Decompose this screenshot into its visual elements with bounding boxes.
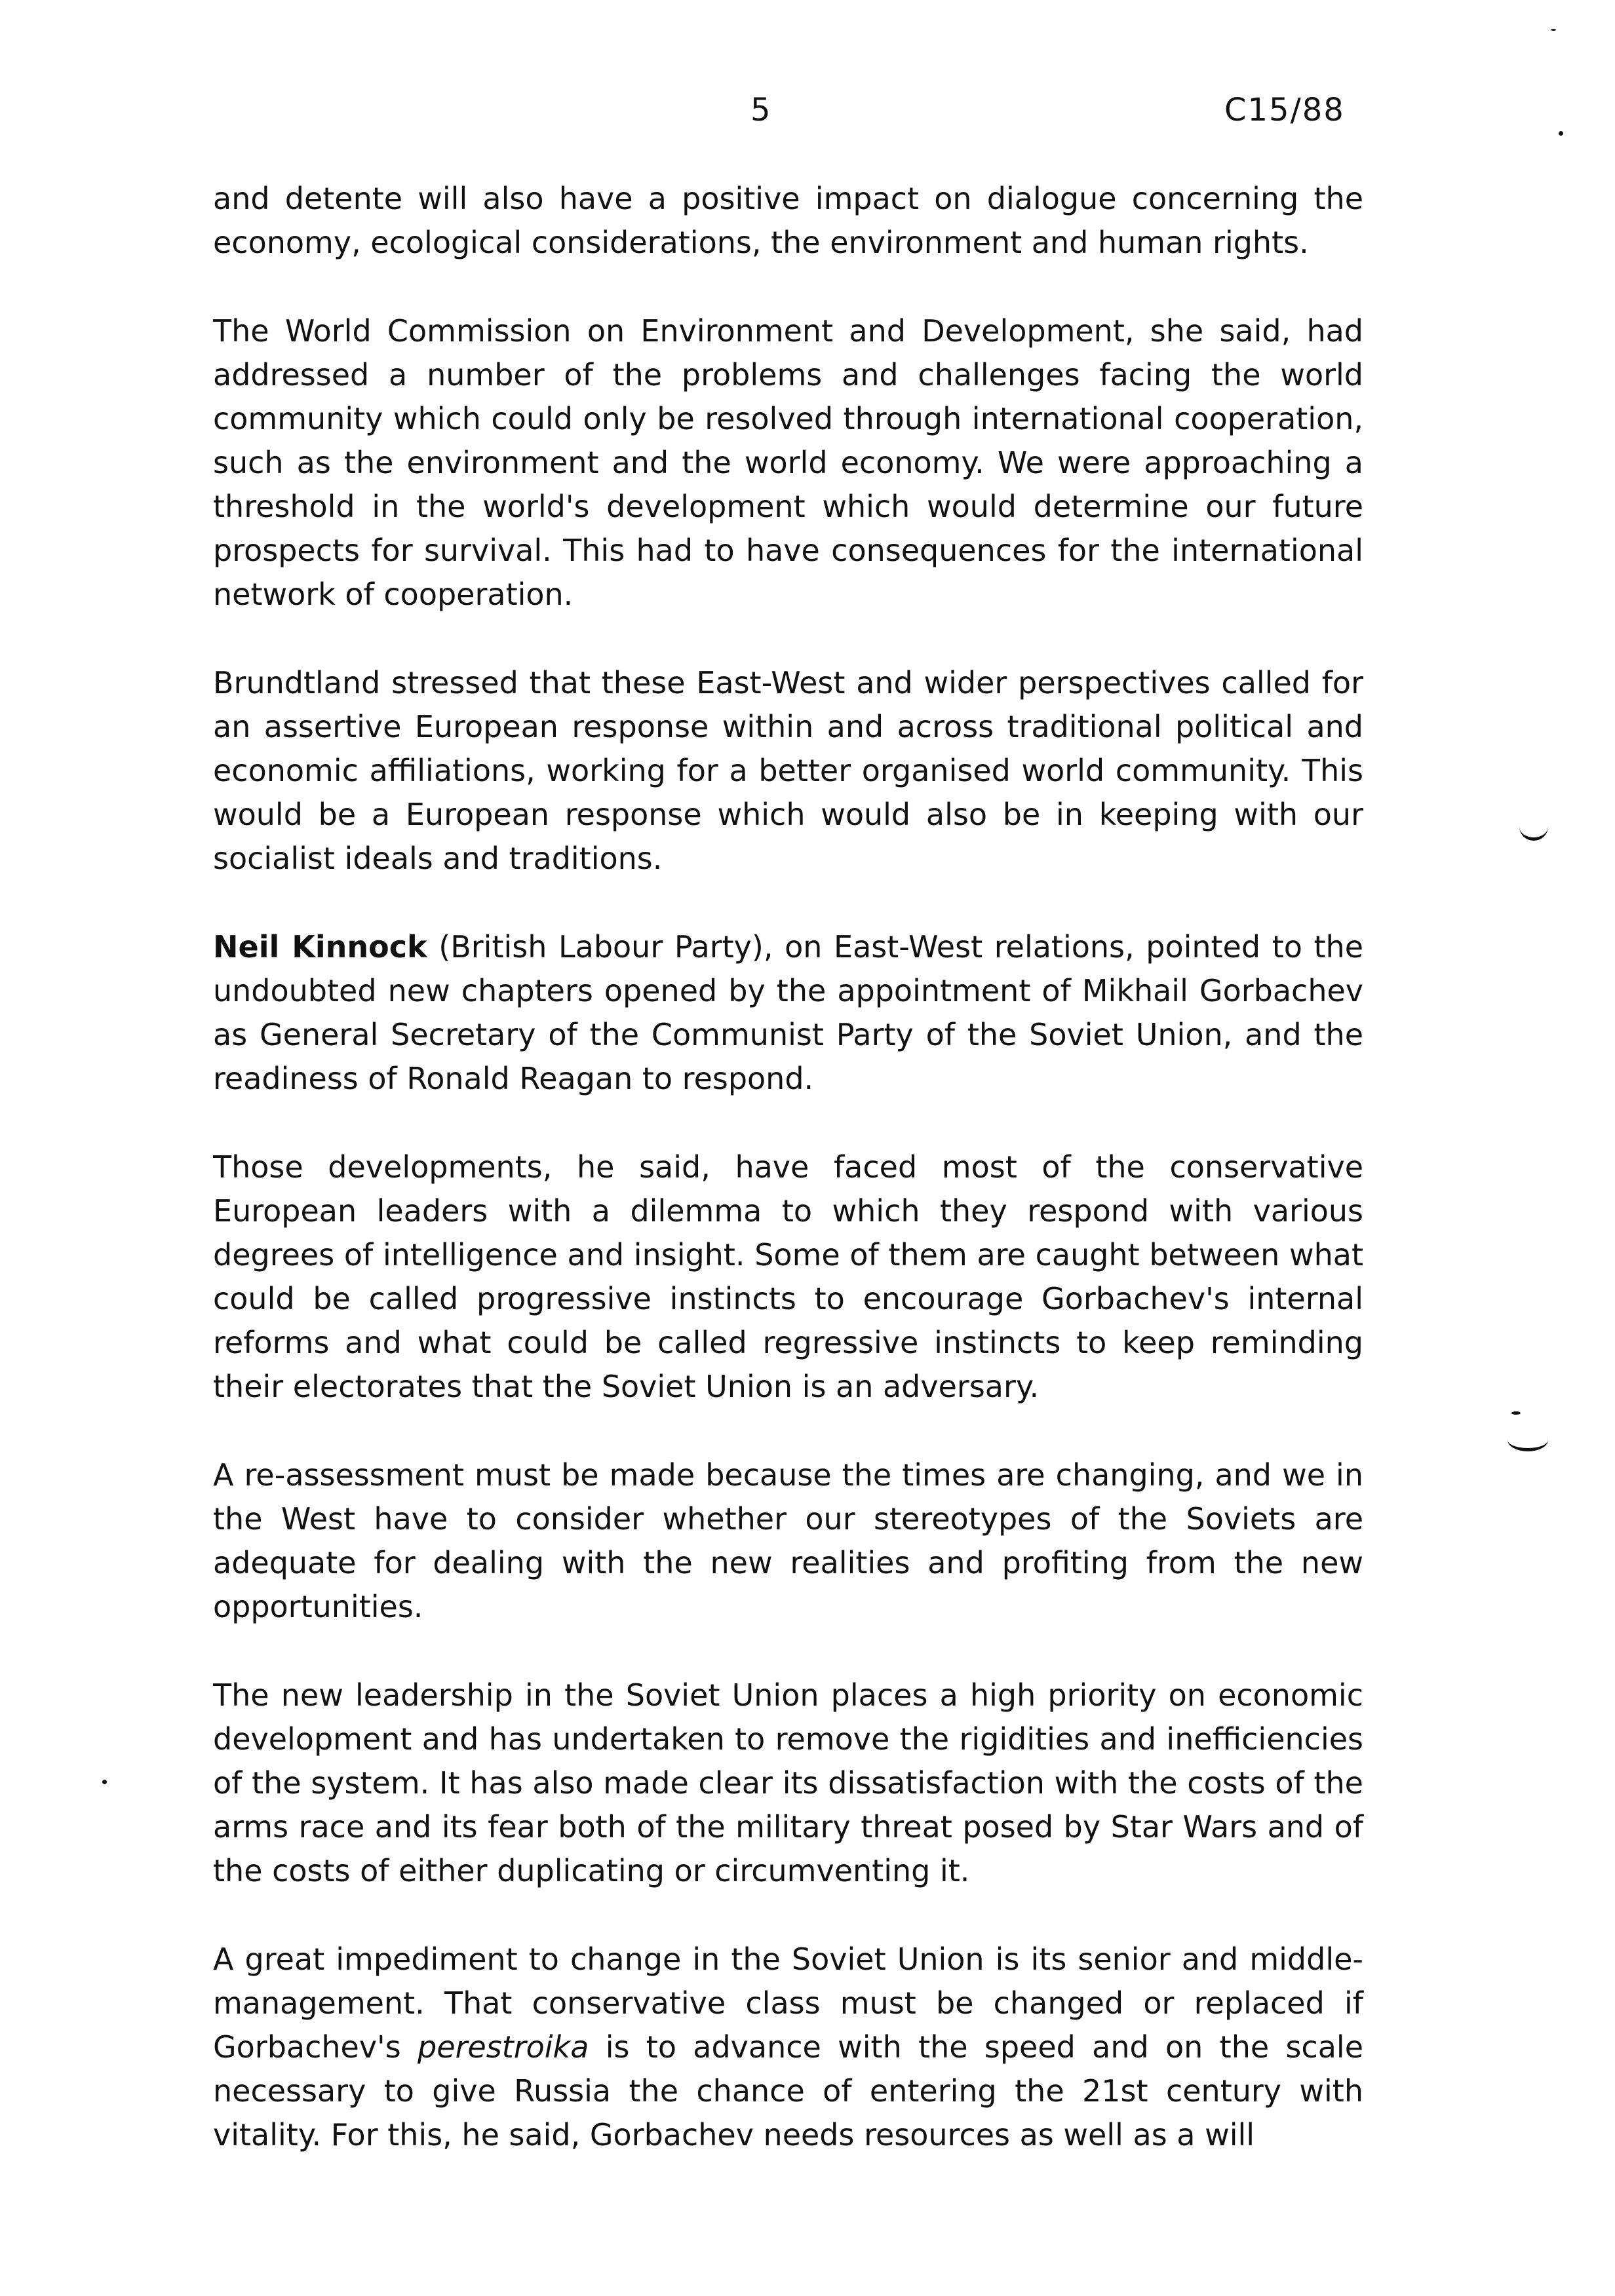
page-number: 5 [750,92,771,128]
scan-speck [1511,1411,1521,1415]
scan-speck [1551,29,1556,31]
paragraph-impediment [213,1938,1363,2157]
scan-speck [102,1780,107,1784]
scan-speck [1559,131,1563,136]
document-body [213,177,1363,2202]
paragraph-new-leadership: The new leadership in the Soviet Union places a high priority on economic development and has undertaken to remove the rigidities and inefficiencies of the system. It has also made clear its dissatisfaction with the costs of the arms race and its fear both of the military threat posed by Star Wars and of the costs of either duplicating or circumventing it. [213,1677,1363,1888]
document-reference: C15/88 [1224,92,1345,128]
paragraph-developments: Those developments, he said, have faced most of the conservative European leaders with a dilemma to which they respond with various degrees of intelligence and insight. Some of them are caught between what could be called progressive instincts to encourage Gorbachev's internal reforms and what could be called regressive instincts to keep reminding their electorates that the Soviet Union is an adversary. [213,1149,1363,1404]
speaker-name: Neil Kinnock [213,929,427,965]
paragraph-kinnock-text: (British Labour Party), on East-West relations, pointed to the undoubted new chapters opened by the appointment of Mikhail Gorbachev as General Secretary of the Communist Party of the Soviet Union, and the readiness of Ronald Reagan to respond. [213,929,1363,1096]
paragraph-impediment-text-after: is to advance with the speed and on the scale necessary to give Russia the chance of entering the 21st century with vitality. For this, he said, Gorbachev needs resources as well as a will [213,2029,1363,2152]
margin-check-mark [1519,813,1548,841]
perestroika-term: perestroika [418,2029,589,2065]
paragraph-detente: and detente will also have a positive impact on dialogue concerning the economy, ecological considerations, the environment and human rights. [213,181,1363,260]
paragraph-kinnock [213,925,1363,1101]
paragraph-brundtland: Brundtland stressed that these East-West and wider perspectives called for an assertive European response within and across traditional political and economic affiliations, working for a better organised world community. This would be a European response which would also be in keeping with our socialist ideals and traditions. [213,665,1363,876]
paragraph-impediment-text-before: A great impediment to change in the Soviet Union is its senior and middle-management. That conservative class must be changed or replaced if Gorbachev's [213,1942,1363,2065]
paragraph-reassessment: A re-assessment must be made because the times are changing, and we in the West have to consider whether our stereotypes of the Soviets are adequate for dealing with the new realities and profiting from the new opportunities. [213,1457,1363,1624]
paragraph-world-commission: The World Commission on Environment and Development, she said, had addressed a number of the problems and challenges facing the world community which could only be resolved through international cooperation, such as the environment and the world economy. We were approaching a threshold in the world's development which would determine our future prospects for survival. This had to have consequences for the international network of cooperation. [213,313,1363,612]
margin-check-mark [1508,1428,1548,1451]
